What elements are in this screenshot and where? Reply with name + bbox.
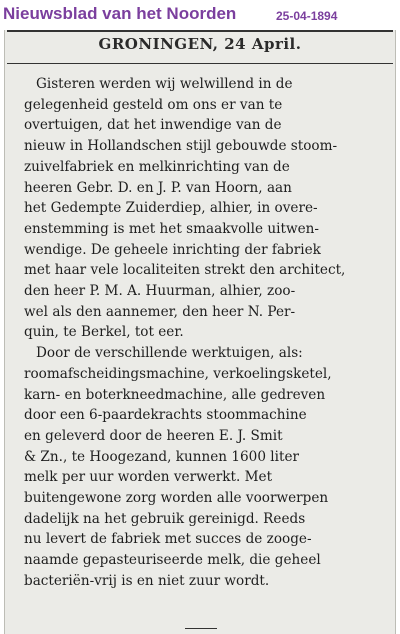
- article-line: met haar vele localiteiten strekt den architect,: [24, 262, 346, 279]
- publication-date: 25-04-1894: [276, 9, 338, 23]
- article-line: buitengewone zorg worden alle voorwerpen: [24, 490, 329, 507]
- article-body: [24, 74, 396, 592]
- article-line: heeren Gebr. D. en J. P. van Hoorn, aan: [24, 179, 292, 196]
- article-line: dadelijk na het gebruik gereinigd. Reeds: [24, 510, 306, 527]
- end-rule: [185, 628, 217, 629]
- dateline: GRONINGEN, 24 April.: [98, 35, 302, 53]
- article-line: wendige. De geheele inrichting der fabriek: [24, 241, 321, 258]
- article-line: zuivelfabriek en melkinrichting van de: [24, 158, 290, 175]
- article-line: nu levert de fabriek met succes de zooge-: [24, 531, 312, 548]
- article-line: quin, te Berkel, tot eer.: [24, 324, 184, 341]
- newspaper-name: Nieuwsblad van het Noorden: [3, 4, 237, 23]
- article-line: den heer P. M. A. Huurman, alhier, zoo-: [24, 283, 296, 300]
- article-line: Gisteren werden wij welwillend in de: [36, 76, 293, 92]
- top-rule: [7, 30, 393, 32]
- dateline-rule: [7, 63, 393, 64]
- article-line: en geleverd door de heeren E. J. Smit: [24, 427, 283, 444]
- article-line: enstemming is met het smaakvolle uitwen-: [24, 220, 319, 237]
- header-bar: [0, 0, 400, 30]
- newspaper-clipping: [4, 30, 396, 634]
- article-line: overtuigen, dat het inwendige van de: [24, 117, 282, 134]
- article-line: melk per uur worden verwerkt. Met: [24, 469, 273, 486]
- article-line: gelegenheid gesteld om ons er van te: [24, 96, 283, 113]
- article-line: roomafscheidingsmachine, verkoelingsketel,: [24, 365, 332, 382]
- article-line: Door de verschillende werktuigen, als:: [36, 345, 303, 362]
- article-line: wel als den aannemer, den heer N. Per-: [24, 303, 296, 320]
- article-line: karn- en boterkneedmachine, alle gedreven: [24, 386, 326, 403]
- article-line: nieuw in Hollandschen stijl gebouwde stoom-: [24, 138, 338, 155]
- article-line: naamde gepasteuriseerde melk, die geheel: [24, 552, 321, 569]
- article-line: het Gedempte Zuiderdiep, alhier, in overe-: [24, 200, 318, 217]
- article-line: & Zn., te Hoogezand, kunnen 1600 liter: [24, 448, 299, 465]
- article-line: bacteriën-vrij is en niet zuur wordt.: [24, 572, 270, 589]
- article-line: door een 6-paardekrachts stoommachine: [24, 407, 307, 424]
